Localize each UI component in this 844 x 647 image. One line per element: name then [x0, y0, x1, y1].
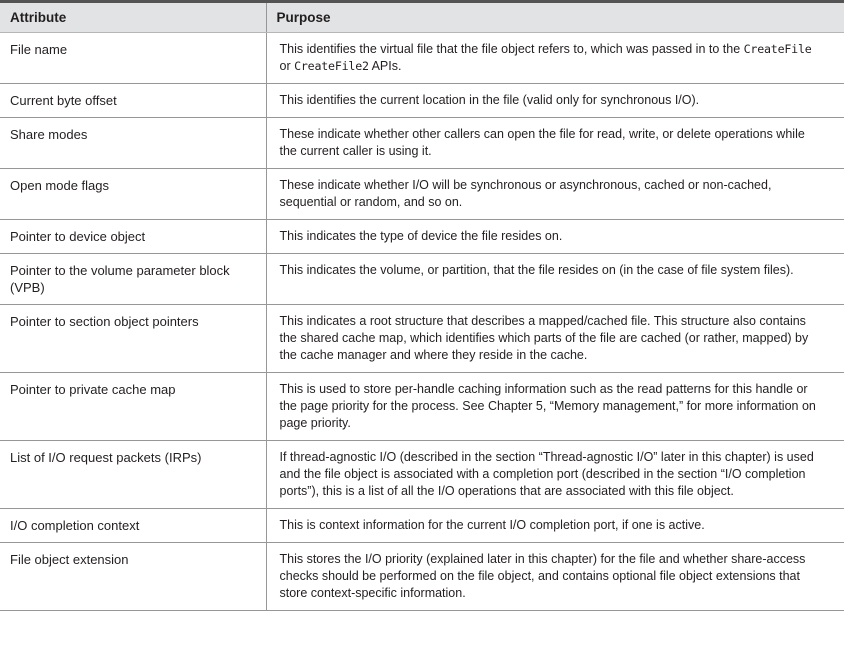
purpose-cell: This indicates the volume, or partition, that the file resides on (in the case of file system files). — [266, 254, 844, 305]
attribute-cell: Pointer to device object — [0, 220, 266, 254]
purpose-cell: These indicate whether other callers can open the file for read, write, or delete operations while the current caller is using it. — [266, 118, 844, 169]
attribute-cell: Pointer to section object pointers — [0, 305, 266, 373]
table-row — [0, 254, 844, 305]
attribute-cell: Current byte offset — [0, 84, 266, 118]
purpose-cell: This is context information for the current I/O completion port, if one is active. — [266, 509, 844, 543]
purpose-cell: This indicates the type of device the file resides on. — [266, 220, 844, 254]
purpose-cell: This is used to store per-handle caching information such as the read patterns for this handle or the page priority for the process. See Chapter 5, “Memory management,” for more information on page priority. — [266, 373, 844, 441]
attribute-cell: File name — [0, 33, 266, 84]
table-row — [0, 441, 844, 509]
attribute-cell: Pointer to private cache map — [0, 373, 266, 441]
table-row — [0, 33, 844, 84]
attribute-cell: Share modes — [0, 118, 266, 169]
purpose-cell: If thread-agnostic I/O (described in the section “Thread-agnostic I/O” later in this chapter) is used and the file object is associated with a completion port (described in the section “I/O completion ports”), this is a list of all the I/O operations that are associated with this file object. — [266, 441, 844, 509]
purpose-cell: These indicate whether I/O will be synchronous or asynchronous, cached or non-cached, sequential or random, and so on. — [266, 169, 844, 220]
column-header-purpose: Purpose — [266, 2, 844, 33]
api-name-code: CreateFile — [743, 42, 812, 56]
purpose-cell: This identifies the virtual file that the file object refers to, which was passed in to the CreateFile or CreateFile2 APIs. — [266, 33, 844, 84]
api-name-code: CreateFile2 — [294, 59, 369, 73]
attribute-cell: I/O completion context — [0, 509, 266, 543]
attribute-cell: File object extension — [0, 543, 266, 611]
table-header-row — [0, 2, 844, 33]
table-row — [0, 84, 844, 118]
purpose-cell: This identifies the current location in the file (valid only for synchronous I/O). — [266, 84, 844, 118]
table-row — [0, 305, 844, 373]
table-body — [0, 33, 844, 611]
column-header-attribute: Attribute — [0, 2, 266, 33]
attribute-cell: List of I/O request packets (IRPs) — [0, 441, 266, 509]
attribute-cell: Pointer to the volume parameter block (VPB) — [0, 254, 266, 305]
table-row — [0, 373, 844, 441]
purpose-cell: This stores the I/O priority (explained later in this chapter) for the file and whether share-access checks should be performed on the file object, and contains optional file object extensions that store context-specific information. — [266, 543, 844, 611]
table-row — [0, 118, 844, 169]
attribute-cell: Open mode flags — [0, 169, 266, 220]
purpose-cell: This indicates a root structure that describes a mapped/cached file. This structure also contains the shared cache map, which identifies which parts of the file are cached (or rather, mapped) by the cache manager and where they reside in the cache. — [266, 305, 844, 373]
table-row — [0, 509, 844, 543]
table-row — [0, 220, 844, 254]
table-row — [0, 169, 844, 220]
table-row — [0, 543, 844, 611]
